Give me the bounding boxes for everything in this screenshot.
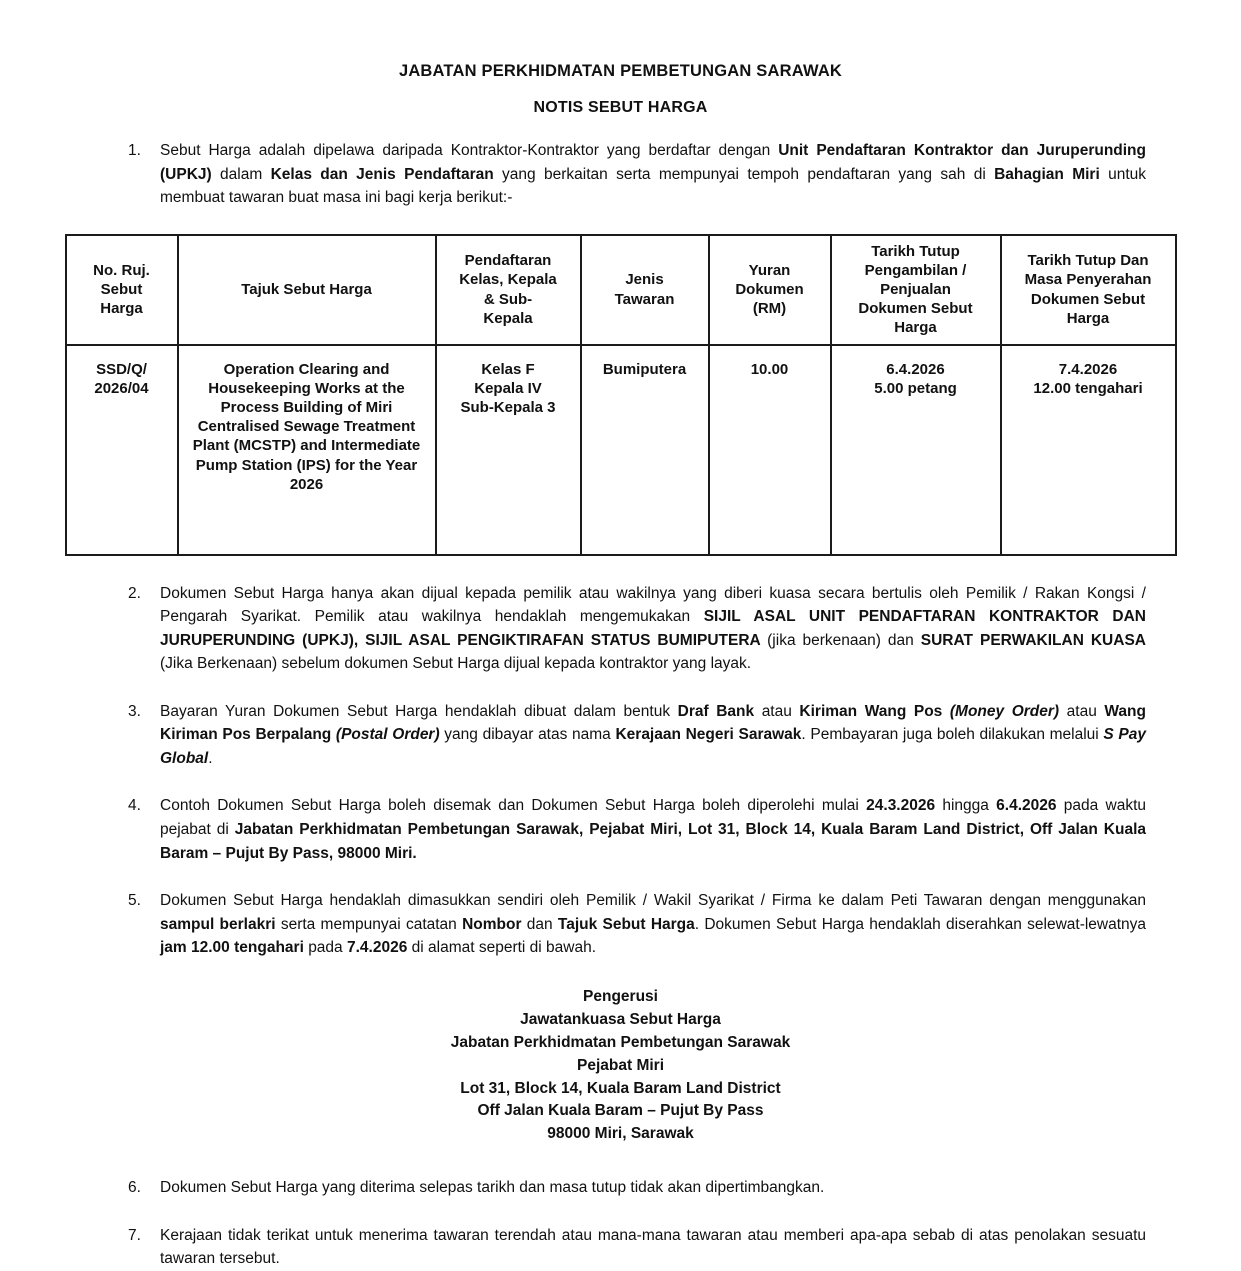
clause-4-bold-2: 6.4.2026 — [996, 797, 1064, 815]
table-header-submission-line-3: Dokumen Sebut — [1030, 290, 1146, 308]
clause-2-bold-1: SIJIL ASAL UNIT PENDAFTARAN KONTRAKTOR DAN JURUPERUNDING (UPKJ), SIJIL ASAL PENGIKTIRAFAN STATUS BUMIPUTERA — [160, 608, 1147, 649]
cell-reference-line-2: 2026/04 — [94, 379, 149, 397]
clause-2-number: 2. — [128, 584, 141, 602]
signature-line-7: 98000 Miri, Sarawak — [547, 1125, 694, 1143]
table-row — [66, 345, 1176, 555]
clause-3-part-6: . — [208, 749, 213, 767]
table-header-type-line-1: Jenis — [625, 271, 664, 289]
signature-line-6: Off Jalan Kuala Baram – Pujut By Pass — [477, 1102, 764, 1120]
clause-5-part-2: serta mempunyai catatan — [280, 915, 463, 933]
clause-3-number: 3. — [128, 702, 141, 720]
cell-registration-line-3: Sub-Kepala 3 — [460, 399, 556, 417]
cell-submission-line-2: 12.00 tengahari — [1033, 379, 1143, 397]
page-title: JABATAN PERKHIDMATAN PEMBETUNGAN SARAWAK — [398, 62, 843, 80]
clause-6 — [0, 1176, 1241, 1200]
signature-block — [0, 986, 1241, 1147]
cell-reference-line-1: SSD/Q/ — [96, 360, 147, 378]
clause-3-italic-1: (Money Order) — [949, 702, 1067, 720]
clause-2-part-2: (jika berkenaan) dan — [767, 631, 921, 649]
clause-4-bold-1: 24.3.2026 — [866, 797, 943, 815]
table-header-row — [66, 235, 1176, 345]
table-header-registration-line-2: Kelas, Kepala — [459, 271, 557, 289]
document-page — [0, 62, 1241, 1268]
clause-4-text — [160, 794, 1146, 865]
quotation-table — [65, 234, 1177, 556]
clause-3-italic-2: (Postal Order) — [335, 726, 445, 744]
clause-4-part-1: Contoh Dokumen Sebut Harga boleh disemak dan Dokumen Sebut Harga boleh diperolehi mulai — [160, 797, 867, 815]
clause-5-bold-1: sampul berlakri — [160, 915, 281, 933]
signature-line-3: Jabatan Perkhidmatan Pembetungan Sarawak — [450, 1033, 791, 1051]
table-header-submission-line-4: Harga — [1066, 309, 1110, 327]
clause-3-part-3: atau — [1066, 702, 1105, 720]
clause-3-text — [160, 700, 1146, 771]
clause-7-text: Kerajaan tidak terikat untuk menerima tawaran terendah atau mana-mana tawaran atau memberi apa-apa sebab di atas penolakan sesuatu tawaran tersebut. — [160, 1226, 1146, 1268]
table-header-registration-line-4: Kepala — [483, 309, 533, 327]
clause-7 — [0, 1224, 1241, 1271]
clause-5-bold-5: 7.4.2026 — [346, 939, 412, 957]
table-header-closing-collection-line-1: Tarikh Tutup — [871, 242, 960, 260]
table-header-reference — [66, 235, 178, 345]
table-header-closing-collection-line-3: Penjualan — [880, 281, 951, 299]
signature-line-2: Jawatankuasa Sebut Harga — [520, 1010, 721, 1028]
cell-closing-collection-line-1: 6.4.2026 — [886, 360, 945, 378]
signature-line-5: Lot 31, Block 14, Kuala Baram Land District — [460, 1079, 781, 1097]
cell-submission-line-1: 7.4.2026 — [1058, 360, 1118, 378]
clause-3-bold-3: Wang Kiriman Pos Berpalang — [160, 702, 1146, 744]
table-header-fee-line-3: (RM) — [752, 300, 787, 318]
cell-registration-line-1: Kelas F — [481, 360, 535, 378]
cell-closing-collection-line-2: 5.00 petang — [874, 379, 957, 397]
page-subtitle: NOTIS SEBUT HARGA — [533, 99, 708, 116]
clause-5-number: 5. — [128, 892, 141, 910]
clause-2 — [0, 582, 1241, 676]
clause-2-part-1: Dokumen Sebut Harga hanya akan dijual kepada pemilik atau wakilnya yang diberi kuasa secara bertulis oleh Pemilik / Rakan Kongsi / Pengarah Syarikat. Pemilik atau wakilnya hendaklah mengemukakan — [160, 584, 1146, 626]
clause-5-bold-3: Tajuk Sebut Harga — [557, 915, 695, 933]
table-header-reference-line-2: Sebut — [100, 281, 143, 299]
clause-4 — [0, 794, 1241, 865]
clause-4-bold-3: Jabatan Perkhidmatan Pembetungan Sarawak, Pejabat Miri, Lot 31, Block 14, Kuala Baram Land District, Off Jalan Kuala Baram – Pujut By Pass, 98000 Miri. — [160, 821, 1146, 862]
clause-3-part-1: Bayaran Yuran Dokumen Sebut Harga hendaklah dibuat dalam bentuk — [160, 702, 678, 720]
table-header-registration — [436, 235, 581, 345]
clause-5-text — [160, 889, 1146, 960]
clause-4-part-3: pada waktu pejabat di — [160, 797, 1146, 839]
clause-1-bold-1: Unit Pendaftaran Kontraktor dan Juruperunding (UPKJ) — [160, 142, 1146, 183]
clause-5-part-5: pada — [308, 939, 347, 957]
table-header-submission — [1001, 235, 1176, 345]
table-header-type-line-2: Tawaran — [614, 290, 675, 308]
table-header-fee-line-2: Dokumen — [735, 281, 804, 299]
cell-reference — [66, 345, 178, 555]
clause-1-number: 1. — [128, 142, 141, 159]
table-header-closing-collection-line-4: Dokumen Sebut — [858, 300, 973, 318]
document-header — [0, 62, 1241, 117]
clause-4-number: 4. — [128, 797, 141, 815]
clause-1-bold-2: Kelas dan Jenis Pendaftaran — [270, 165, 503, 183]
table-header-type — [581, 235, 709, 345]
clause-3-bold-italic-1: S Pay Global — [160, 726, 1146, 767]
cell-submission — [1001, 345, 1176, 555]
clause-1-text — [160, 139, 1146, 210]
table-header-registration-line-1: Pendaftaran — [464, 252, 552, 270]
cell-fee: 10.00 — [709, 345, 831, 555]
table-header-reference-line-1: No. Ruj. — [93, 261, 150, 279]
cell-registration-line-2: Kepala IV — [474, 379, 542, 397]
clause-2-text — [160, 582, 1146, 676]
clause-5-bold-2: Nombor — [462, 915, 527, 933]
clause-3-bold-4: Kerajaan Negeri Sarawak — [615, 726, 802, 744]
cell-closing-collection — [831, 345, 1001, 555]
table-header-title: Tajuk Sebut Harga — [178, 235, 436, 345]
table-header-closing-collection-line-5: Harga — [894, 319, 937, 337]
clause-3-bold-1: Draf Bank — [677, 702, 762, 720]
clause-1-part-3: yang berkaitan serta mempunyai tempoh pendaftaran yang sah di — [502, 165, 995, 183]
table-header-fee-line-1: Yuran — [748, 261, 791, 279]
table-header-fee — [709, 235, 831, 345]
clause-5 — [0, 889, 1241, 960]
table-header-submission-line-2: Masa Penyerahan — [1024, 271, 1152, 289]
clause-1-bold-3: Bahagian Miri — [994, 165, 1109, 183]
clause-3-part-5: . Pembayaran juga boleh dilakukan melalui — [801, 726, 1104, 744]
cell-type: Bumiputera — [581, 345, 709, 555]
clause-5-bold-4: jam 12.00 tengahari — [160, 939, 309, 957]
clause-4-part-2: hingga — [942, 797, 997, 815]
clause-1 — [0, 139, 1241, 210]
clause-1-part-4: untuk membuat tawaran buat masa ini bagi kerja berikut:- — [160, 165, 1147, 207]
clause-1-part-1: Sebut Harga adalah dipelawa daripada Kontraktor-Kontraktor yang berdaftar dengan — [160, 142, 779, 159]
table-header-closing-collection-line-2: Pengambilan / — [864, 261, 967, 279]
clause-5-part-4: . Dokumen Sebut Harga hendaklah diserahkan selewat-lewatnya — [694, 915, 1147, 933]
clause-2-part-3: (Jika Berkenaan) sebelum dokumen Sebut Harga dijual kepada kontraktor yang layak. — [160, 655, 752, 673]
clause-6-text: Dokumen Sebut Harga yang diterima selepas tarikh dan masa tutup tidak akan dipertimbangkan. — [160, 1179, 825, 1197]
clause-3-bold-2: Kiriman Wang Pos — [799, 702, 950, 720]
signature-line-1: Pengerusi — [583, 987, 658, 1005]
table-header-submission-line-1: Tarikh Tutup Dan — [1027, 252, 1149, 270]
clause-5-part-3: dan — [526, 915, 558, 933]
table-header-registration-line-3: & Sub- — [483, 290, 533, 308]
clause-3-part-4: yang dibayar atas nama — [444, 726, 616, 744]
clause-1-part-2: dalam — [220, 165, 271, 183]
table-header-closing-collection — [831, 235, 1001, 345]
signature-line-4: Pejabat Miri — [577, 1056, 664, 1074]
cell-registration — [436, 345, 581, 555]
cell-title: Operation Clearing and Housekeeping Works at the Process Building of Miri Centralised Sewage Treatment Plant (MCSTP) and Intermediate Pump Station (IPS) for the Year 2026 — [178, 345, 436, 555]
clause-2-bold-2: SURAT PERWAKILAN KUASA — [920, 631, 1146, 649]
clause-3-part-2: atau — [761, 702, 800, 720]
clause-7-number: 7. — [128, 1226, 141, 1244]
clause-3 — [0, 700, 1241, 771]
clause-5-part-6: di alamat seperti di bawah. — [411, 939, 597, 957]
clause-5-part-1: Dokumen Sebut Harga hendaklah dimasukkan sendiri oleh Pemilik / Wakil Syarikat / Firma ke dalam Peti Tawaran dengan menggunakan — [160, 892, 1146, 910]
table-header-reference-line-3: Harga — [100, 300, 143, 318]
clause-6-number: 6. — [128, 1179, 141, 1197]
